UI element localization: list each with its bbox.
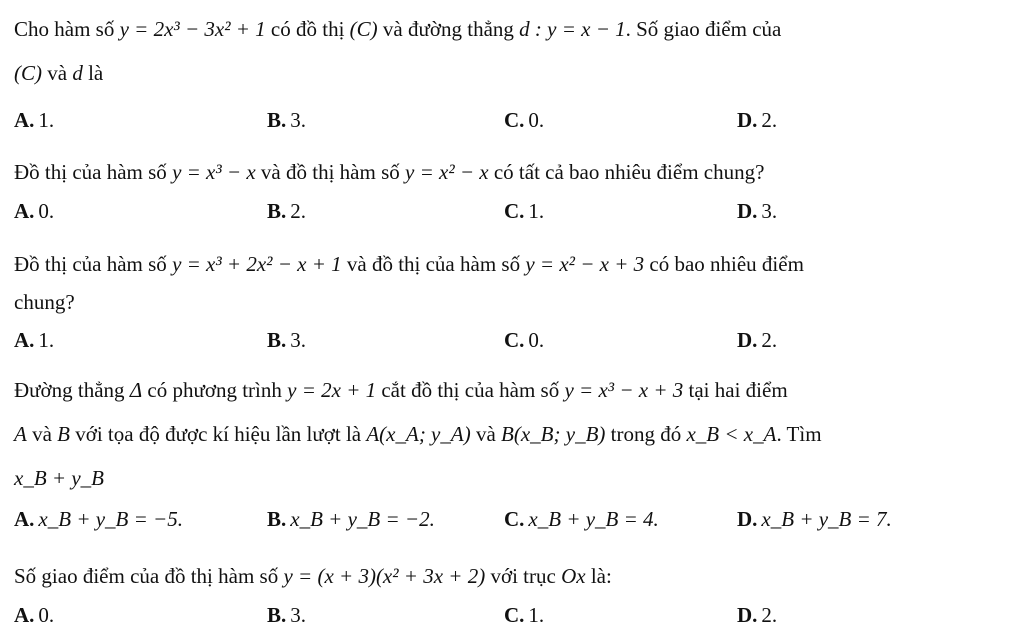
math-function: y = x² − x bbox=[405, 160, 489, 184]
math-function: y = 2x³ − 3x² + 1 bbox=[119, 17, 266, 41]
math-function: y = x³ − x + 3 bbox=[564, 378, 684, 402]
text: với trục bbox=[485, 564, 562, 588]
option-text: x_B + y_B = −2. bbox=[290, 507, 435, 531]
option-b[interactable] bbox=[267, 600, 306, 630]
option-letter: C. bbox=[504, 328, 525, 352]
text: có đồ thị bbox=[265, 17, 350, 41]
option-text: 2. bbox=[290, 199, 307, 223]
q1-line-1 bbox=[14, 14, 1010, 44]
option-d[interactable] bbox=[737, 196, 777, 226]
math-function: y = (x + 3)(x² + 3x + 2) bbox=[283, 564, 486, 588]
text: và bbox=[470, 422, 502, 446]
q2-line-1 bbox=[14, 157, 1010, 187]
math-variable: d bbox=[72, 61, 83, 85]
option-a[interactable] bbox=[14, 196, 54, 226]
option-text: 1. bbox=[38, 328, 55, 352]
option-letter: C. bbox=[504, 108, 525, 132]
text: chung? bbox=[14, 290, 75, 314]
math-inequality: x_B < x_A bbox=[686, 422, 777, 446]
math-line: d : y = x − 1 bbox=[519, 17, 626, 41]
math-function: y = x³ + 2x² − x + 1 bbox=[172, 252, 342, 276]
text: . Tìm bbox=[776, 422, 822, 446]
q5-line-1 bbox=[14, 561, 1010, 591]
option-b[interactable] bbox=[267, 504, 435, 534]
option-c[interactable] bbox=[504, 196, 544, 226]
option-text: 3. bbox=[290, 108, 307, 132]
option-c[interactable] bbox=[504, 504, 659, 534]
text: có bao nhiêu điểm bbox=[644, 252, 804, 276]
option-letter: C. bbox=[504, 199, 525, 223]
option-text: 0. bbox=[528, 108, 545, 132]
option-text: x_B + y_B = 7. bbox=[761, 507, 892, 531]
text: . Số giao điểm của bbox=[625, 17, 782, 41]
text: tại hai điểm bbox=[683, 378, 788, 402]
option-text: 1. bbox=[528, 199, 545, 223]
text: có tất cả bao nhiêu điểm chung? bbox=[488, 160, 765, 184]
q1-line-2 bbox=[14, 58, 1010, 88]
option-text: 1. bbox=[38, 108, 55, 132]
option-a[interactable] bbox=[14, 504, 183, 534]
option-letter: B. bbox=[267, 108, 287, 132]
math-point: B(x_B; y_B) bbox=[501, 422, 606, 446]
text: với tọa độ được kí hiệu lần lượt là bbox=[69, 422, 367, 446]
option-text: 2. bbox=[761, 328, 778, 352]
math-graph-label: (C) bbox=[349, 17, 378, 41]
text: cắt đồ thị của hàm số bbox=[376, 378, 565, 402]
text: và đường thẳng bbox=[377, 17, 520, 41]
option-letter: A. bbox=[14, 603, 35, 627]
option-b[interactable] bbox=[267, 105, 306, 135]
option-a[interactable] bbox=[14, 325, 54, 355]
option-letter: A. bbox=[14, 199, 35, 223]
math-function: y = 2x + 1 bbox=[287, 378, 377, 402]
option-text: 3. bbox=[761, 199, 778, 223]
q3-line-2 bbox=[14, 287, 1010, 317]
option-c[interactable] bbox=[504, 325, 544, 355]
option-d[interactable] bbox=[737, 105, 777, 135]
option-letter: D. bbox=[737, 108, 758, 132]
option-c[interactable] bbox=[504, 600, 544, 630]
text: Đường thẳng bbox=[14, 378, 130, 402]
option-letter: B. bbox=[267, 199, 287, 223]
option-text: x_B + y_B = 4. bbox=[528, 507, 659, 531]
math-expression: x_B + y_B bbox=[14, 466, 104, 490]
math-variable: A bbox=[14, 422, 27, 446]
text: Cho hàm số bbox=[14, 17, 120, 41]
text: có phương trình bbox=[142, 378, 288, 402]
option-text: 0. bbox=[38, 603, 55, 627]
option-text: 2. bbox=[761, 108, 778, 132]
option-letter: B. bbox=[267, 603, 287, 627]
option-d[interactable] bbox=[737, 504, 892, 534]
text: Đồ thị của hàm số bbox=[14, 160, 173, 184]
option-a[interactable] bbox=[14, 600, 54, 630]
option-letter: D. bbox=[737, 199, 758, 223]
option-text: 1. bbox=[528, 603, 545, 627]
option-letter: C. bbox=[504, 603, 525, 627]
option-text: 0. bbox=[528, 328, 545, 352]
option-text: 2. bbox=[761, 603, 778, 627]
option-letter: A. bbox=[14, 328, 35, 352]
option-b[interactable] bbox=[267, 196, 306, 226]
text: là: bbox=[585, 564, 612, 588]
option-letter: C. bbox=[504, 507, 525, 531]
text: và đồ thị của hàm số bbox=[341, 252, 526, 276]
q4-line-1 bbox=[14, 375, 1010, 405]
option-d[interactable] bbox=[737, 600, 777, 630]
option-letter: D. bbox=[737, 328, 758, 352]
text: trong đó bbox=[605, 422, 687, 446]
option-d[interactable] bbox=[737, 325, 777, 355]
option-letter: A. bbox=[14, 108, 35, 132]
text: Đồ thị của hàm số bbox=[14, 252, 173, 276]
option-letter: D. bbox=[737, 603, 758, 627]
option-letter: B. bbox=[267, 507, 287, 531]
option-text: 0. bbox=[38, 199, 55, 223]
text: và đồ thị hàm số bbox=[255, 160, 405, 184]
option-a[interactable] bbox=[14, 105, 54, 135]
text: và bbox=[42, 61, 73, 85]
q4-line-3 bbox=[14, 463, 1010, 493]
text: và bbox=[26, 422, 58, 446]
option-letter: B. bbox=[267, 328, 287, 352]
q4-line-2 bbox=[14, 419, 1010, 449]
option-letter: A. bbox=[14, 507, 35, 531]
math-function: y = x² − x + 3 bbox=[525, 252, 645, 276]
option-text: x_B + y_B = −5. bbox=[38, 507, 183, 531]
q3-line-1 bbox=[14, 249, 1010, 279]
option-text: 3. bbox=[290, 603, 307, 627]
math-point: A(x_A; y_A) bbox=[366, 422, 471, 446]
text: Số giao điểm của đồ thị hàm số bbox=[14, 564, 284, 588]
option-text: 3. bbox=[290, 328, 307, 352]
math-variable: B bbox=[57, 422, 70, 446]
math-function: y = x³ − x bbox=[172, 160, 256, 184]
option-b[interactable] bbox=[267, 325, 306, 355]
option-c[interactable] bbox=[504, 105, 544, 135]
option-letter: D. bbox=[737, 507, 758, 531]
math-symbol: Δ bbox=[129, 378, 143, 402]
text: là bbox=[82, 61, 104, 85]
math-graph-label: (C) bbox=[14, 61, 42, 85]
math-axis: Ox bbox=[561, 564, 586, 588]
